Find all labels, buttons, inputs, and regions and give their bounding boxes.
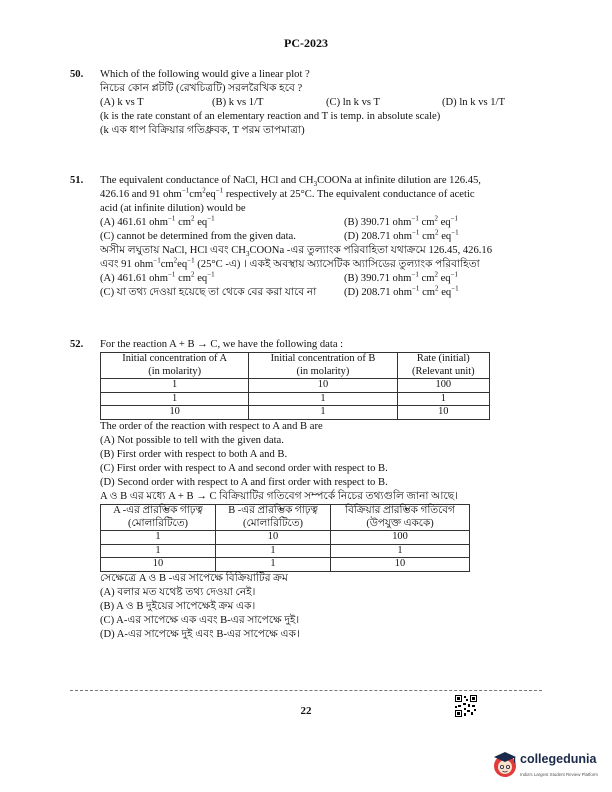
option-b: (B) 390.71 ohm$^{-1}$ $cm^2$ $eq^{-1}$: [344, 214, 459, 228]
bn-option-a: (A) 461.61 ohm$^{-1}$ $cm^2$ $eq^{-1}$: [100, 270, 215, 284]
bn-options-row-2: [100, 286, 540, 300]
question-50: [70, 68, 540, 138]
option-c: (C) cannot be determined from the given data.: [100, 231, 296, 242]
table-header: A -এর প্রারম্ভিক গাঢ়ত্ব (মোলারিটিতে): [101, 504, 216, 530]
question-number: 50.: [70, 69, 84, 80]
bn-option-d: (D) A-এর সাপেক্ষে দুই এবং B-এর সাপেক্ষে এক।: [100, 628, 300, 640]
question-number: 51.: [70, 175, 84, 186]
question-text-en-line3: acid (at infinite dilution) would be: [100, 203, 246, 214]
table-row: 1 10 100: [101, 531, 470, 545]
question-intro-bn: A ও B এর মধ্যে A + B → C বিক্রিয়াটির গতিবেগ সম্পর্কে নিচের তথ্যগুলি জানা আছে।: [100, 490, 458, 502]
exam-code-header: PC-2023: [284, 36, 328, 50]
qr-code-icon: [454, 694, 478, 718]
option-a: (A) Not possible to tell with the given data.: [100, 434, 284, 446]
question-text-bn: নিচের কোন প্লটটি (রেখচিত্রটি) সরলরৈখিক হবে ?: [100, 83, 303, 94]
note-en: (k is the rate constant of an elementary reaction and T is temp. in absolute scale): [100, 111, 441, 122]
data-table-en: [100, 352, 490, 420]
question-51: [70, 174, 540, 300]
options-row-1: [100, 216, 540, 230]
option-b: (B) k vs 1/T: [212, 97, 264, 108]
option-d: (D) Second order with respect to A and first order with respect to B.: [100, 476, 388, 488]
option-d: (D) 208.71 ohm$^{-1}$ $cm^2$ $eq^{-1}$: [344, 228, 459, 242]
question-text-en: Which of the following would give a linear plot ?: [100, 69, 310, 80]
table-header: বিক্রিয়ার প্রারম্ভিক গতিবেগ (উপযুক্ত এককে): [331, 504, 470, 530]
question-stem-en: The order of the reaction with respect to A and B are: [100, 420, 323, 432]
question-number: 52.: [70, 339, 84, 350]
question-intro-en: For the reaction A + B → C, we have the following data :: [100, 339, 344, 350]
bn-option-b: (B) 390.71 ohm$^{-1}$ $cm^2$ $eq^{-1}$: [344, 270, 459, 284]
footer-divider: [70, 690, 542, 691]
table-row: 10 1 10: [101, 558, 470, 572]
question-text-bn-line1: অসীম লঘুতায় NaCl, HCl এবং $CH_3COONa$ -এর তুল্যাংক পরিবাহিতা যথাক্রমে 126.45, 426.16: [100, 245, 493, 259]
option-c: (C) ln k vs T: [326, 97, 380, 108]
question-text-en-line1: The equivalent conductance of NaCl, HCl and $CH_3COONa$ at infinite dilution are 126.45,: [100, 175, 481, 189]
brand-name: collegedunia: [520, 752, 597, 766]
page-number: 22: [300, 705, 312, 717]
option-b: (B) First order with respect to both A and B.: [100, 448, 288, 460]
option-c: (C) First order with respect to A and second order with respect to B.: [100, 462, 388, 474]
table-row: 1 1 1: [101, 544, 470, 558]
question-text-en-line2: 426.16 and 91 $ohm^{-1}cm^2eq^{-1}$ respectively at 25°C. The equivalent conductance of acetic: [100, 186, 475, 200]
graduate-logo-icon: [492, 750, 518, 778]
bn-option-c: (C) যা তথ্য দেওয়া হয়েছে তা থেকে বের করা যাবে না: [100, 287, 317, 298]
question-stem-bn: সেক্ষেত্রে A ও B -এর সাপেক্ষে বিক্রিয়াটির ক্রম: [100, 572, 288, 584]
option-d: (D) ln k vs 1/T: [442, 97, 505, 108]
table-header: Initial concentration of A (in molarity): [101, 353, 249, 379]
table-header: B -এর প্রারম্ভিক গাঢ়ত্ব (মোলারিটিতে): [216, 504, 331, 530]
options-row: [100, 96, 540, 110]
bn-option-d: (D) 208.71 ohm$^{-1}$ $cm^2$ $eq^{-1}$: [344, 284, 459, 298]
table-header: Initial concentration of B (in molarity): [249, 353, 397, 379]
brand-tagline: India's Largest Student Review Platform: [520, 772, 598, 777]
question-text-bn-line2: এবং 91 $ohm^{-1}cm^2eq^{-1}$ (25°C -এ) । একই অবস্থায় অ্যাসেটিক অ্যাসিডের তুল্যাংক পরিবাহিতা: [100, 256, 480, 270]
brand-watermark: [492, 748, 604, 782]
bn-option-b: (B) A ও B দুইয়ের সাপেক্ষেই ক্রম এক।: [100, 600, 256, 612]
option-a: (A) k vs T: [100, 97, 144, 108]
table-row: 1 1 1: [101, 392, 490, 406]
data-table-bn: [100, 504, 470, 572]
bn-option-c: (C) A-এর সাপেক্ষে এক এবং B-এর সাপেক্ষে দুই।: [100, 614, 300, 626]
options-row-2: [100, 230, 540, 244]
table-row: 1 10 100: [101, 379, 490, 393]
bn-option-a: (A) বলার মত যথেষ্ট তথ্য দেওয়া নেই।: [100, 586, 256, 598]
question-52: [70, 338, 540, 642]
bn-options-row-1: [100, 272, 540, 286]
option-a: (A) 461.61 ohm$^{-1}$ $cm^2$ $eq^{-1}$: [100, 214, 215, 228]
note-bn: (k এক ধাপ বিক্রিয়ার গতিধ্রুবক, T পরম তাপমাত্রা): [100, 125, 305, 136]
table-header: Rate (initial) (Relevant unit): [397, 353, 489, 379]
table-row: 10 1 10: [101, 406, 490, 420]
